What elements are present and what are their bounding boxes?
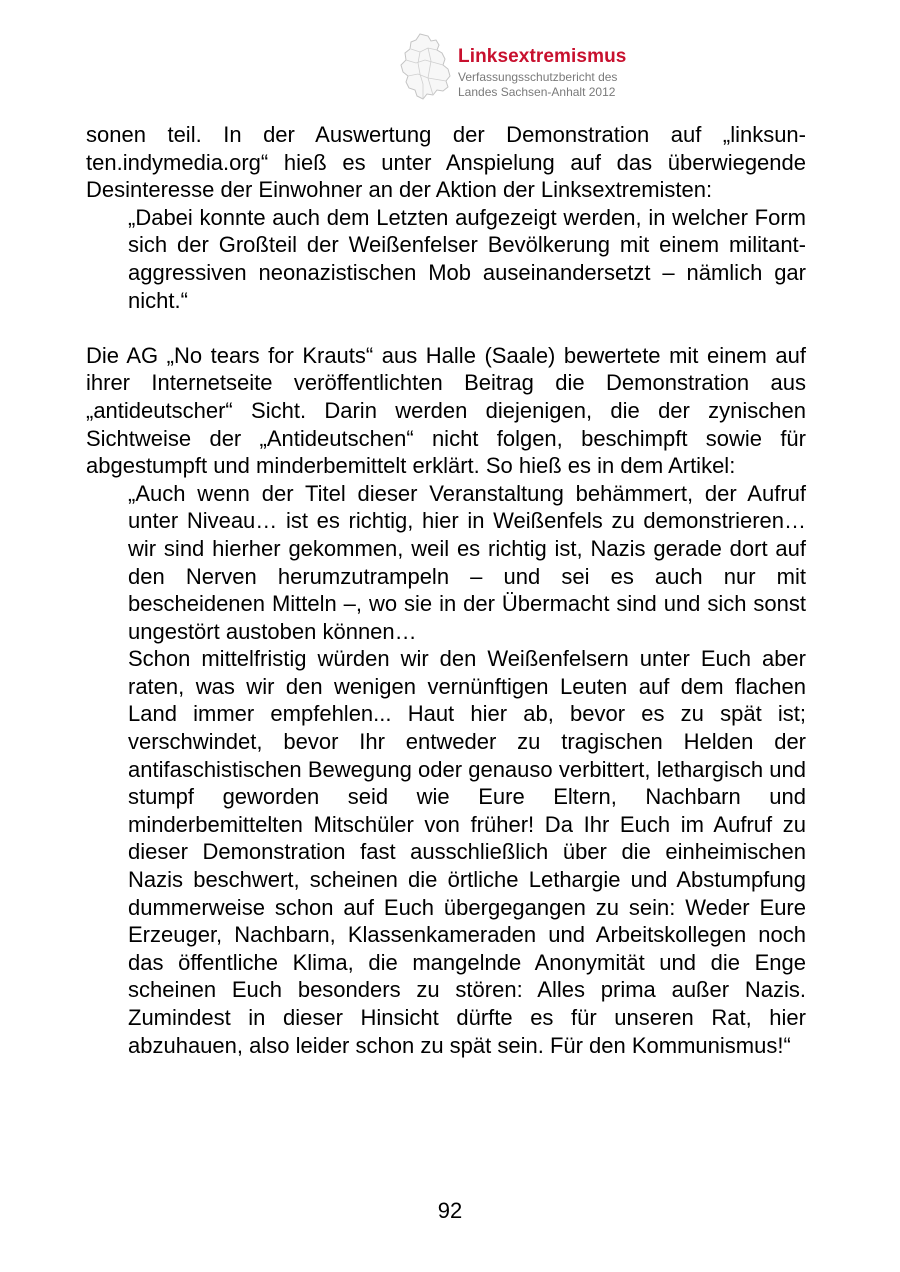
quote-1: „Dabei konnte auch dem Letzten aufgezeigt werden, in welcher Form sich der Großteil der Weißenfelser Bevölkerung mit einem militant-aggressiven neonazistischen Mob auseinandersetzt – nämlich gar nicht.“ [128, 204, 806, 313]
quote-2-part-1: „Auch wenn der Titel dieser Veranstaltung behämmert, der Aufruf unter Niveau… ist es richtig, hier in Weißenfels zu demonstrieren… wir sind hierher gekommen, weil es richtig ist, Nazis gerade dort auf den Nerven herumzutrampeln – und sei es auch nur mit bescheidenen Mitteln –, wo sie in der Übermacht sind und sich sonst ungestört austoben können… [128, 480, 806, 644]
header-subtitle-line1: Verfassungsschutzbericht des [458, 70, 618, 84]
body-text [86, 121, 806, 1059]
quote-2-part-2: Schon mittelfristig würden wir den Weißenfelsern unter Euch aber raten, was wir den wenigen vernünftigen Leuten auf dem flachen Land immer empfehlen... Haut hier ab, bevor es zu spät ist; verschwindet, bevor Ihr entweder zu tragischen Helden der antifaschistischen Bewegung oder genauso verbittert, lethargisch und stumpf geworden seid wie Eure Eltern, Nachbarn und minderbemittelten Mitschüler von früher! Da Ihr Euch im Aufruf zu dieser Demonstration fast ausschließlich über die einheimischen Nazis beschwert, scheinen die örtliche Lethargie und Abstumpfung dummerweise schon auf Euch übergegangen zu sein: Weder Eure Erzeuger, Nachbarn, Klassenkameraden und Arbeitskollegen noch das öffentliche Klima, die mangelnde Anonymität und die Enge scheinen Euch besonders zu stören: Alles prima außer Nazis. Zumindest in dieser Hinsicht dürfte es für unseren Rat, hier abzuhauen, also leider schon zu spät sein. Für den Kommunismus!“ [128, 646, 806, 1058]
page-number: 92 [437, 1198, 463, 1223]
header-title: Linksextremismus [458, 46, 627, 67]
paragraph-spacer [86, 314, 806, 342]
paragraph-1: sonen teil. In der Auswertung der Demonstration auf „linksunten.indymedia.org“ hieß es unter Anspielung auf das überwiegende Desinteresse der Einwohner an der Aktion der Linksextremisten: [86, 122, 806, 203]
header-subtitle-line2: Landes Sachsen-Anhalt 2012 [458, 85, 616, 99]
page-header [398, 32, 698, 104]
paragraph-2: Die AG „No tears for Krauts“ aus Halle (Saale) bewertete mit einem auf ihrer Internetseite veröffentlichten Beitrag die Demonstration aus „antideutscher“ Sicht. Darin werden diejenigen, die der zynischen Sichtweise der „Antideutschen“ nicht folgen, beschimpft sowie für abgestumpft und minderbemittelt erklärt. So hieß es in dem Artikel: [86, 342, 806, 479]
saxony-anhalt-map-icon [398, 32, 454, 102]
